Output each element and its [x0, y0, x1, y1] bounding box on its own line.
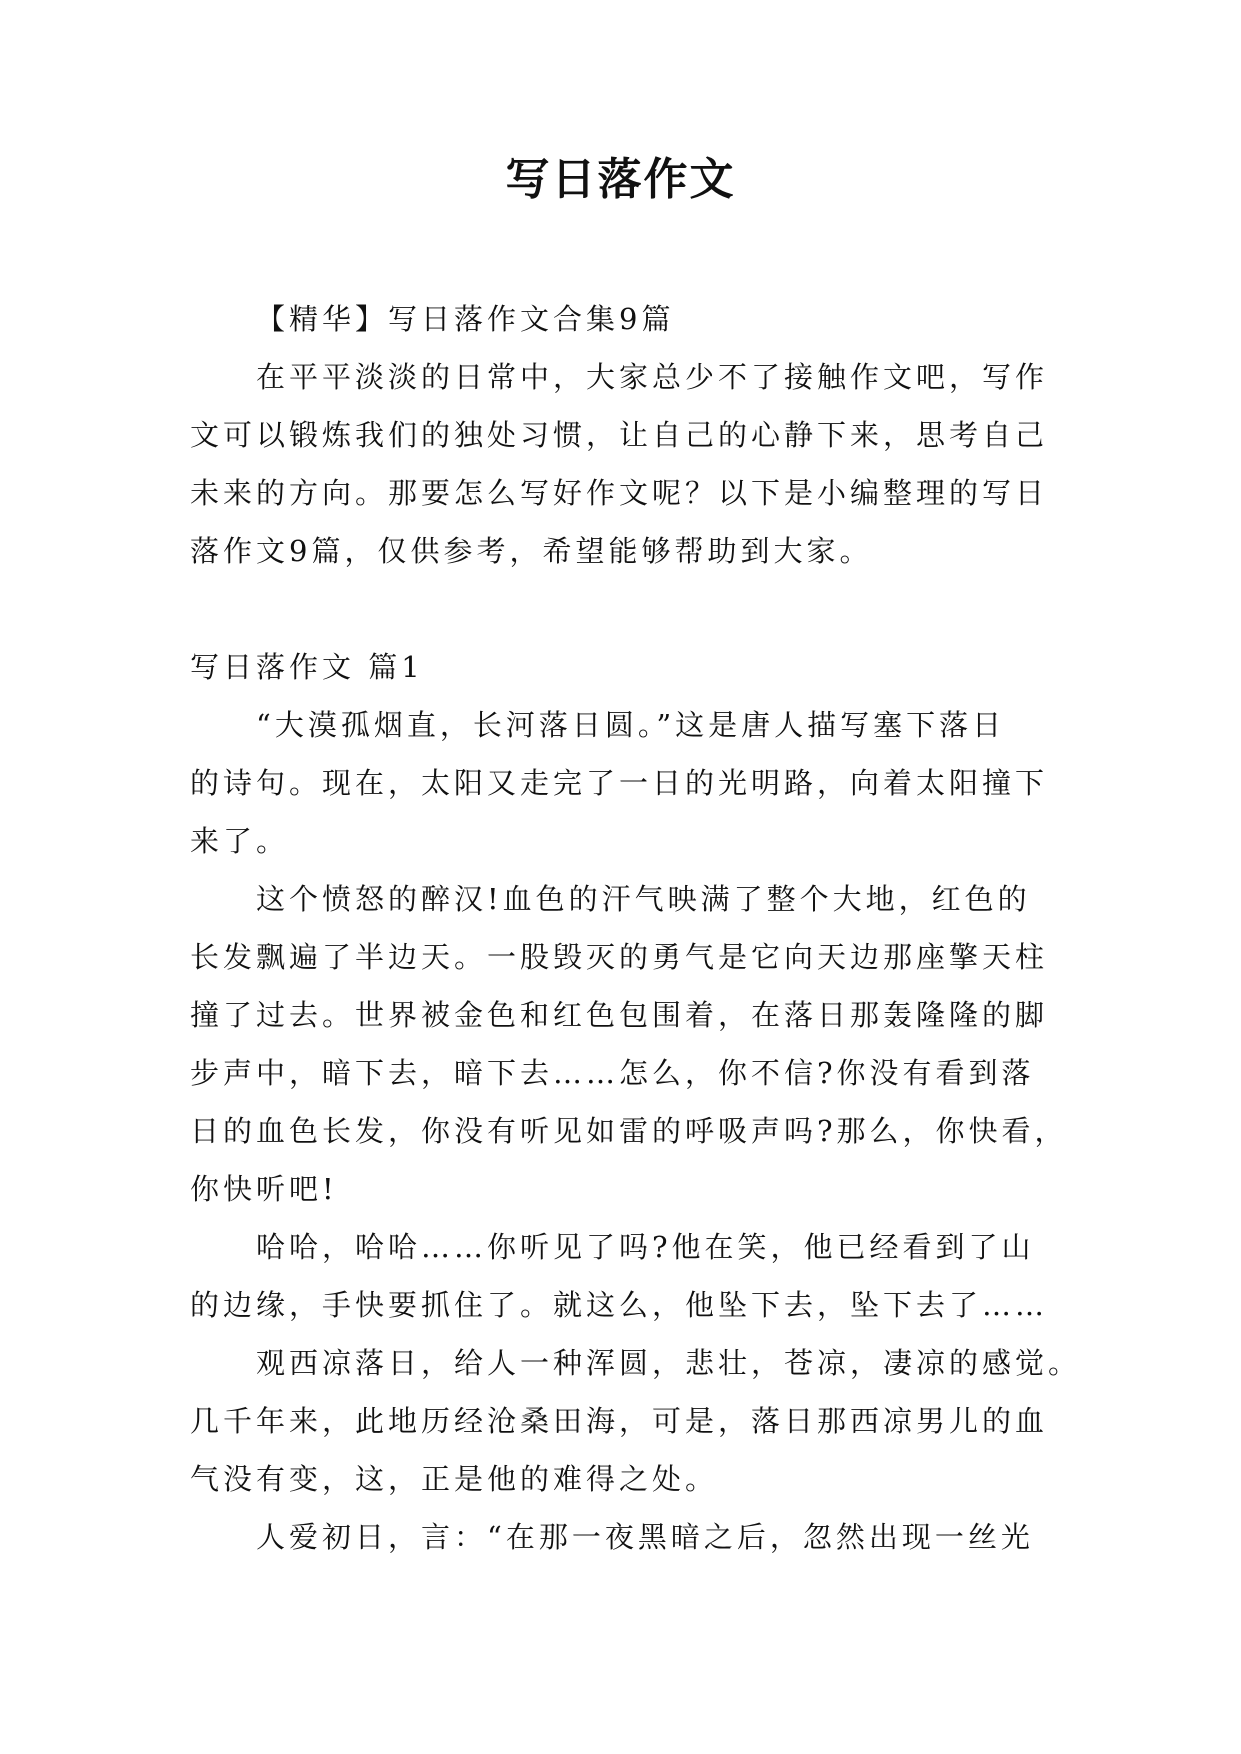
- paragraph-line: 的诗句。现在，太阳又走完了一日的光明路，向着太阳撞下: [190, 766, 1049, 800]
- paragraph-line: 的边缘，手快要抓住了。就这么，他坠下去，坠下去了……: [190, 1288, 1049, 1322]
- paragraph-line: 你快听吧!: [190, 1172, 338, 1206]
- paragraph-line: 气没有变，这，正是他的难得之处。: [190, 1462, 719, 1496]
- paragraph-line: 日的血色长发，你没有听见如雷的呼吸声吗?那么，你快看，: [190, 1114, 1068, 1148]
- paragraph-line: 几千年来，此地历经沧桑田海，可是，落日那西凉男儿的血: [190, 1404, 1049, 1438]
- intro-line: 落作文9篇，仅供参考，希望能够帮助到大家。: [190, 534, 873, 568]
- section-spacer: [190, 580, 1052, 638]
- paragraph-line: 长发飘遍了半边天。一股毁灭的勇气是它向天边那座擎天柱: [190, 940, 1049, 974]
- paragraph-line: 这个愤怒的醉汉!血色的汗气映满了整个大地，红色的: [256, 882, 1031, 916]
- paragraph-line: 哈哈，哈哈……你听见了吗?他在笑，他已经看到了山: [256, 1230, 1035, 1264]
- intro-line: 在平平淡淡的日常中，大家总少不了接触作文吧，写作: [256, 360, 1049, 394]
- paragraph-line: “大漠孤烟直，长河落日圆。”这是唐人描写塞下落日: [256, 708, 1006, 742]
- paragraph-line: 步声中，暗下去，暗下去……怎么，你不信?你没有看到落: [190, 1056, 1035, 1090]
- document-subtitle: 【精华】写日落作文合集9篇: [256, 302, 675, 336]
- paragraph-line: 观西凉落日，给人一种浑圆，悲壮，苍凉，凄凉的感觉。: [256, 1346, 1082, 1380]
- paragraph-line: 来了。: [190, 824, 290, 858]
- intro-line: 文可以锻炼我们的独处习惯，让自己的心静下来，思考自己: [190, 418, 1049, 452]
- intro-line: 未来的方向。那要怎么写好作文呢？以下是小编整理的写日: [190, 476, 1049, 510]
- document-body: [190, 290, 1082, 1566]
- section-heading: 写日落作文 篇1: [190, 650, 424, 684]
- paragraph-line: 撞了过去。世界被金色和红色包围着，在落日那轰隆隆的脚: [190, 998, 1049, 1032]
- paragraph-line: 人爱初日，言：“在那一夜黑暗之后，忽然出现一丝光: [256, 1520, 1034, 1554]
- document-title: 写日落作文: [505, 154, 736, 205]
